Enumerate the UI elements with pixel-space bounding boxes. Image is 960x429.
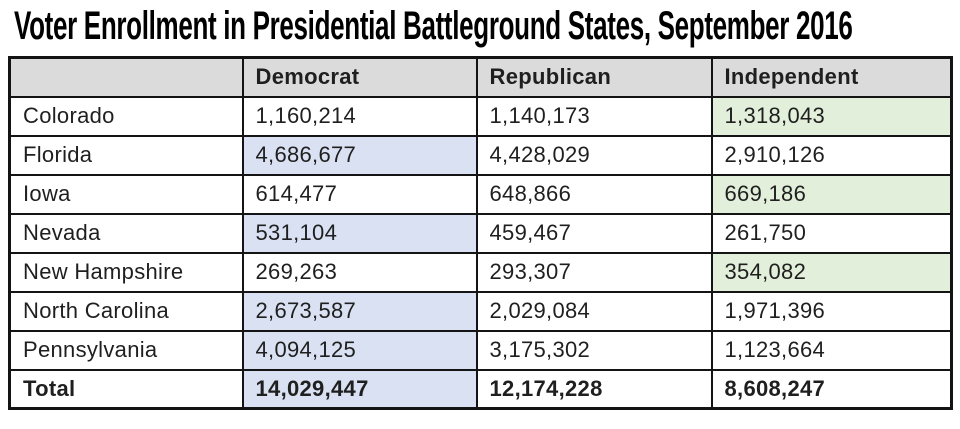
- state-cell: Total: [10, 370, 243, 409]
- democrat-cell: 4,686,677: [243, 136, 477, 175]
- state-cell: Pennsylvania: [10, 331, 243, 370]
- table-row: [10, 292, 952, 331]
- table-row: [10, 97, 952, 136]
- table-row: [10, 175, 952, 214]
- republican-cell: 1,140,173: [477, 97, 712, 136]
- independent-cell: 669,186: [712, 175, 952, 214]
- table-row: [10, 370, 952, 409]
- independent-cell: 354,082: [712, 253, 952, 292]
- header-state: [10, 58, 243, 97]
- democrat-cell: 4,094,125: [243, 331, 477, 370]
- table-row: [10, 253, 952, 292]
- state-cell: Iowa: [10, 175, 243, 214]
- republican-cell: 459,467: [477, 214, 712, 253]
- header-independent: Independent: [712, 58, 952, 97]
- state-cell: North Carolina: [10, 292, 243, 331]
- page-title: [14, 4, 960, 56]
- header-republican: Republican: [477, 58, 712, 97]
- democrat-cell: 531,104: [243, 214, 477, 253]
- independent-cell: 2,910,126: [712, 136, 952, 175]
- voter-enrollment-table: [8, 56, 953, 410]
- header-row: [10, 58, 952, 97]
- table-row: [10, 136, 952, 175]
- democrat-cell: 614,477: [243, 175, 477, 214]
- independent-cell: 1,971,396: [712, 292, 952, 331]
- democrat-cell: 2,673,587: [243, 292, 477, 331]
- republican-cell: 4,428,029: [477, 136, 712, 175]
- independent-cell: 1,318,043: [712, 97, 952, 136]
- table-body: [10, 97, 952, 409]
- table-row: [10, 331, 952, 370]
- state-cell: New Hampshire: [10, 253, 243, 292]
- republican-cell: 3,175,302: [477, 331, 712, 370]
- republican-cell: 648,866: [477, 175, 712, 214]
- page-title-text: Voter Enrollment in Presidential Battleground States, September 2016: [14, 4, 853, 48]
- democrat-cell: 269,263: [243, 253, 477, 292]
- header-democrat: Democrat: [243, 58, 477, 97]
- state-cell: Florida: [10, 136, 243, 175]
- republican-cell: 293,307: [477, 253, 712, 292]
- state-cell: Colorado: [10, 97, 243, 136]
- democrat-cell: 14,029,447: [243, 370, 477, 409]
- democrat-cell: 1,160,214: [243, 97, 477, 136]
- state-cell: Nevada: [10, 214, 243, 253]
- independent-cell: 8,608,247: [712, 370, 952, 409]
- table-row: [10, 214, 952, 253]
- independent-cell: 261,750: [712, 214, 952, 253]
- republican-cell: 2,029,084: [477, 292, 712, 331]
- republican-cell: 12,174,228: [477, 370, 712, 409]
- independent-cell: 1,123,664: [712, 331, 952, 370]
